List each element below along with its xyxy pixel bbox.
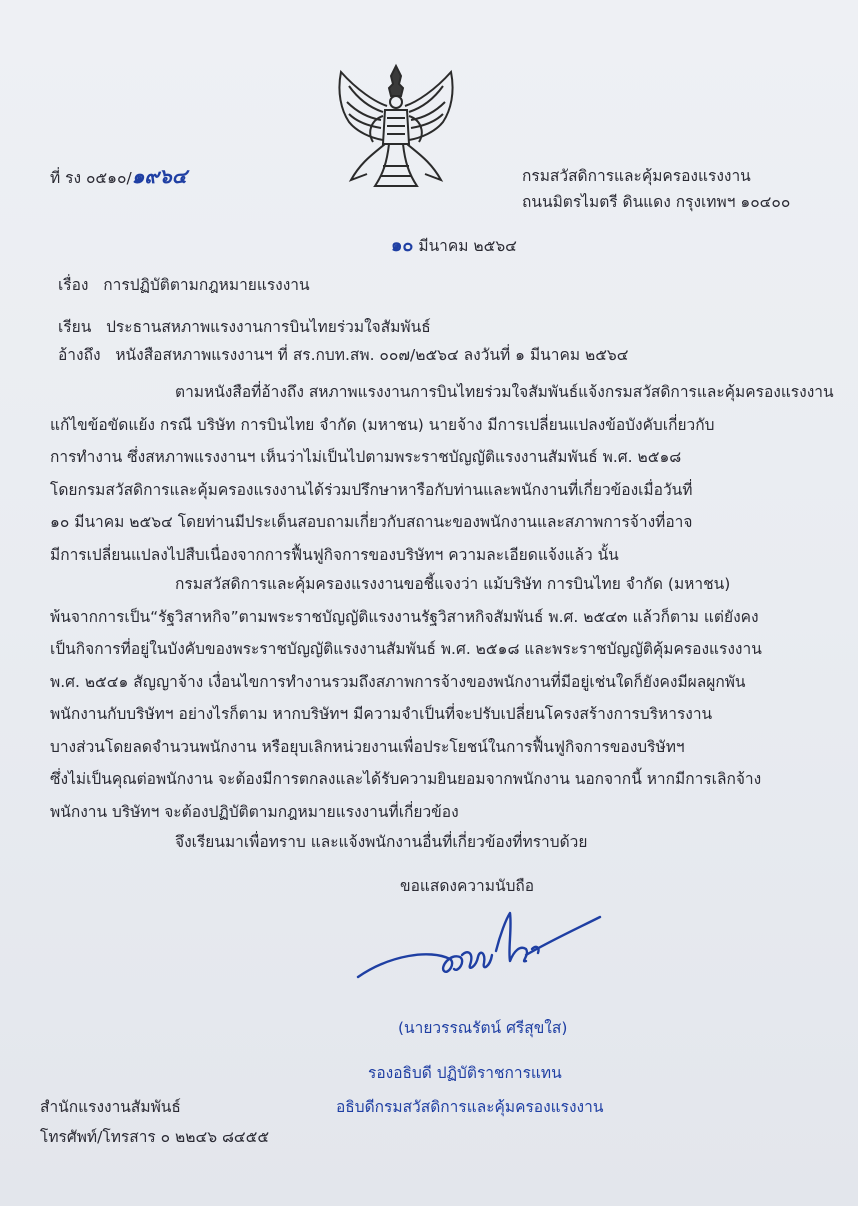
letter-date — [391, 237, 517, 255]
agency-address: ถนนมิตรไมตรี ดินแดง กรุงเทพฯ ๑๐๔๐๐ — [522, 193, 791, 211]
body-paragraph-1 — [50, 376, 834, 571]
paragraph-line: แก้ไขข้อขัดแย้ง กรณี บริษัท การบินไทย จำกัด (มหาชน) นายจ้าง มีการเปลี่ยนแปลงข้อบังคับเกี่ยวกับ — [50, 415, 715, 434]
subject-text: การปฏิบัติตามกฎหมายแรงงาน — [103, 276, 310, 294]
paragraph-line: พนักงาน บริษัทฯ จะต้องปฏิบัติตามกฎหมายแรงงานที่เกี่ยวข้อง — [50, 802, 459, 821]
paragraph-line: มีการเปลี่ยนแปลงไปสืบเนื่องจากการฟื้นฟูกิจการของบริษัทฯ ความละเอียดแจ้งแล้ว นั้น — [50, 545, 619, 564]
handwritten-signature — [350, 905, 610, 995]
paragraph-line: ซึ่งไม่เป็นคุณต่อพนักงาน จะต้องมีการตกลงและได้รับความยินยอมจากพนักงาน นอกจากนี้ หากมีการเลิกจ้าง — [50, 770, 762, 788]
recipient-text: ประธานสหภาพแรงงานการบินไทยร่วมใจสัมพันธ์ — [106, 318, 431, 336]
agency-name: กรมสวัสดิการและคุ้มครองแรงงาน — [522, 167, 751, 185]
date-day: ๑๐ — [391, 235, 414, 256]
paragraph-line: พ.ศ. ๒๕๔๑ สัญญาจ้าง เงื่อนไขการทำงานรวมถึงสภาพการจ้างของพนักงานที่มีอยู่เช่นใดก็ยังคงมีผลผูกพัน — [50, 672, 746, 691]
footer-phone: โทรศัพท์/โทรสาร ๐ ๒๒๔๖ ๘๔๕๕ — [40, 1128, 270, 1146]
reference-line — [58, 346, 629, 364]
footer-office: สำนักแรงงานสัมพันธ์ — [40, 1098, 181, 1116]
paragraph-line: บางส่วนโดยลดจำนวนพนักงาน หรือยุบเลิกหน่วยงานเพื่อประโยชน์ในการฟื้นฟูกิจการของบริษัทฯ — [50, 737, 685, 756]
paragraph-line: เป็นกิจการที่อยู่ในบังคับของพระราชบัญญัติแรงงานสัมพันธ์ พ.ศ. ๒๕๑๘ และพระราชบัญญัติคุ้มครองแรงงาน — [50, 640, 762, 658]
closing-salutation: ขอแสดงความนับถือ — [400, 877, 535, 895]
recipient-line — [58, 318, 431, 336]
garuda-emblem — [327, 62, 465, 192]
body-paragraph-2 — [50, 568, 815, 828]
reference-prefix: ที่ รง ๐๕๑๐/ — [50, 169, 132, 187]
recipient-label: เรียน — [58, 318, 92, 336]
body-paragraph-3: จึงเรียนมาเพื่อทราบ และแจ้งพนักงานอื่นที่เกี่ยวข้องที่ทราบด้วย — [175, 833, 588, 851]
reference-label: อ้างถึง — [58, 346, 101, 364]
signer-name: (นายวรรณรัตน์ ศรีสุขใส) — [398, 1019, 568, 1037]
paragraph-line: โดยกรมสวัสดิการและคุ้มครองแรงงานได้ร่วมปรึกษาหารือกับท่านและพนักงานที่เกี่ยวข้องเมื่อวันที่ — [50, 480, 693, 499]
paragraph-line: พนักงานกับบริษัทฯ อย่างไรก็ตาม หากบริษัทฯ มีความจำเป็นที่จะปรับเปลี่ยนโครงสร้างการบริหารงาน — [50, 705, 713, 723]
reference-handwritten-number: ๑๙๖๔ — [131, 164, 187, 188]
reference-text: หนังสือสหภาพแรงงานฯ ที่ สร.กบท.สพ. ๐๐๗/๒๕๖๔ ลงวันที่ ๑ มีนาคม ๒๕๖๔ — [115, 346, 629, 364]
signer-title: รองอธิบดี ปฏิบัติราชการแทน — [368, 1064, 562, 1082]
paragraph-line: ๑๐ มีนาคม ๒๕๖๔ โดยท่านมีประเด็นสอบถามเกี่ยวกับสถานะของพนักงานและสภาพการจ้างที่อาจ — [50, 513, 693, 531]
subject-label: เรื่อง — [58, 276, 89, 294]
signer-organization: อธิบดีกรมสวัสดิการและคุ้มครองแรงงาน — [336, 1098, 604, 1116]
subject-line — [58, 276, 310, 294]
paragraph-line: ตามหนังสือที่อ้างถึง สหภาพแรงงานการบินไทยร่วมใจสัมพันธ์แจ้งกรมสวัสดิการและคุ้มครองแรงงาน — [175, 383, 834, 401]
date-month-year: มีนาคม ๒๕๖๔ — [418, 237, 517, 255]
paragraph-line: พ้นจากการเป็น“รัฐวิสาหกิจ”ตามพระราชบัญญัติแรงงานรัฐวิสาหกิจสัมพันธ์ พ.ศ. ๒๕๔๓ แล้วก็ตาม แต่ยังคง — [50, 607, 759, 626]
reference-number — [50, 164, 187, 188]
paragraph-line: กรมสวัสดิการและคุ้มครองแรงงานขอชี้แจงว่า แม้บริษัท การบินไทย จำกัด (มหาชน) — [175, 575, 731, 593]
paragraph-line: การทำงาน ซึ่งสหภาพแรงงานฯ เห็นว่าไม่เป็นไปตามพระราชบัญญัติแรงงานสัมพันธ์ พ.ศ. ๒๕๑๘ — [50, 448, 682, 466]
